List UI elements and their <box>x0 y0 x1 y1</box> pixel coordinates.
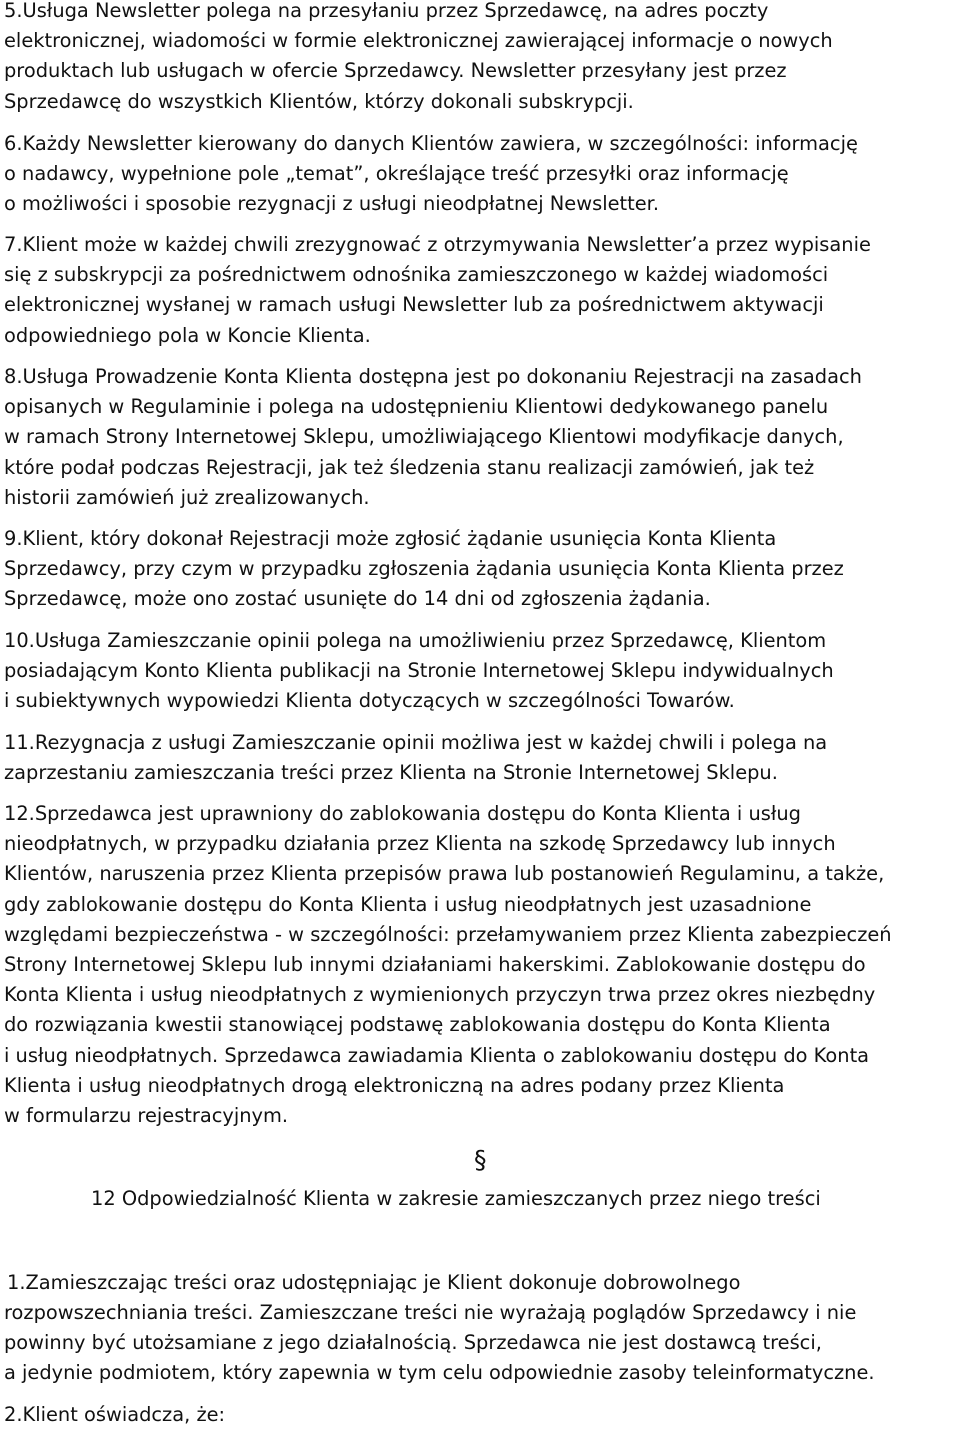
paragraph-line: powinny być utożsamiane z jego działalnością. Sprzedawca nie jest dostawcą treści, <box>4 1331 822 1355</box>
paragraph-line: Klienta i usług nieodpłatnych drogą elektroniczną na adres podany przez Klienta <box>4 1073 785 1097</box>
paragraph-number: 7. <box>4 233 23 256</box>
paragraph-line: rozpowszechniania treści. Zamieszczane treści nie wyrażają poglądów Sprzedawcy i nie <box>4 1301 857 1324</box>
paragraph-line: produktach lub usługach w ofercie Sprzedawcy. Newsletter przesyłany jest przez <box>4 59 787 83</box>
paragraph-line: i subiektywnych wypowiedzi Klienta dotyczących w szczególności Towarów. <box>4 689 735 713</box>
paragraph-number: 11. <box>4 731 35 754</box>
paragraph-line: Sprzedawca jest uprawniony do zablokowania dostępu do Konta Klienta i usług <box>34 802 801 825</box>
section-heading: 12 Odpowiedzialność Klienta w zakresie zamieszczanych przez niego treści <box>91 1187 821 1210</box>
paragraph-7 <box>4 230 871 351</box>
paragraph-number: 2. <box>4 1403 23 1426</box>
paragraph-line: Usługa Zamieszczanie opinii polega na umożliwieniu przez Sprzedawcę, Klientom <box>34 629 827 652</box>
paragraph-5 <box>4 0 833 117</box>
paragraph-line: o nadawcy, wypełnione pole „temat”, określające treść przesyłki oraz informację <box>4 162 789 186</box>
paragraph-line: Klientów, naruszenia przez Klienta przepisów prawa lub postanowień Regulaminu, a także, <box>4 862 885 886</box>
paragraph-line: się z subskrypcji za pośrednictwem odnośnika zamieszczonego w każdej wiadomości <box>4 263 829 287</box>
paragraph-line: Klient może w każdej chwili zrezygnować z otrzymywania Newsletter’a przez wypisanie <box>22 233 871 256</box>
paragraph-12 <box>4 799 892 1131</box>
section-paragraph-2 <box>4 1400 225 1430</box>
paragraph-line: o możliwości i sposobie rezygnacji z usługi nieodpłatnej Newsletter. <box>4 192 660 216</box>
paragraph-line: a jedynie podmiotem, który zapewnia w tym celu odpowiednie zasoby teleinformatyczne. <box>4 1361 875 1385</box>
paragraph-line: Sprzedawcy, przy czym w przypadku zgłoszenia żądania usunięcia Konta Klienta przez <box>4 557 844 581</box>
paragraph-number: 1. <box>7 1271 26 1294</box>
paragraph-11 <box>4 728 827 788</box>
paragraph-line: Każdy Newsletter kierowany do danych Klientów zawiera, w szczególności: informację <box>22 132 858 155</box>
paragraph-line: gdy zablokowanie dostępu do Konta Klienta i usług nieodpłatnych jest uzasadnione <box>4 892 812 916</box>
paragraph-line: Sprzedawcę do wszystkich Klientów, którzy dokonali subskrypcji. <box>4 89 634 113</box>
paragraph-6 <box>4 129 858 220</box>
paragraph-line: które podał podczas Rejestracji, jak też śledzenia stanu realizacji zamówień, jak też <box>4 455 815 479</box>
paragraph-8 <box>4 362 862 513</box>
paragraph-number: 5. <box>4 0 23 22</box>
paragraph-10 <box>4 626 834 717</box>
paragraph-number: 8. <box>4 365 23 388</box>
paragraph-line: w formularzu rejestracyjnym. <box>4 1104 289 1128</box>
section-paragraph-1-continuation <box>4 1298 875 1389</box>
paragraph-number: 10. <box>4 629 35 652</box>
paragraph-line: odpowiedniego pola w Koncie Klienta. <box>4 323 371 347</box>
paragraph-line: Konta Klienta i usług nieodpłatnych z wymienionych przyczyn trwa przez okres niezbędny <box>4 983 876 1007</box>
section-mark: § <box>474 1145 487 1174</box>
paragraph-line: historii zamówień już zrealizowanych. <box>4 485 370 509</box>
paragraph-9 <box>4 524 844 615</box>
section-paragraph-1 <box>7 1268 740 1298</box>
paragraph-line: posiadającym Konto Klienta publikacji na Stronie Internetowej Sklepu indywidualnych <box>4 659 834 683</box>
paragraph-line: Strony Internetowej Sklepu lub innymi działaniami hakerskimi. Zablokowanie dostępu do <box>4 953 866 977</box>
paragraph-line: opisanych w Regulaminie i polega na udostępnieniu Klientowi dedykowanego panelu <box>4 395 829 419</box>
paragraph-line: elektronicznej wysłanej w ramach usługi Newsletter lub za pośrednictwem aktywacji <box>4 293 824 317</box>
paragraph-line: w ramach Strony Internetowej Sklepu, umożliwiającego Klientowi modyfikacje danych, <box>4 425 844 449</box>
paragraph-line: do rozwiązania kwestii stanowiącej podstawę zablokowania dostępu do Konta Klienta <box>4 1013 831 1037</box>
paragraph-number: 6. <box>4 132 23 155</box>
paragraph-line: względami bezpieczeństwa - w szczególności: przełamywaniem przez Klienta zabezpieczeń <box>4 922 892 946</box>
paragraph-line: Klient oświadcza, że: <box>22 1403 226 1426</box>
paragraph-line: Rezygnacja z usługi Zamieszczanie opinii możliwa jest w każdej chwili i polega na <box>34 731 828 754</box>
paragraph-line: Usługa Prowadzenie Konta Klienta dostępna jest po dokonaniu Rejestracji na zasadach <box>22 365 862 388</box>
paragraph-number: 12. <box>4 802 35 825</box>
paragraph-line: Klient, który dokonał Rejestracji może zgłosić żądanie usunięcia Konta Klienta <box>22 527 777 550</box>
paragraph-number: 9. <box>4 527 23 550</box>
paragraph-line: nieodpłatnych, w przypadku działania przez Klienta na szkodę Sprzedawcy lub innych <box>4 832 836 856</box>
paragraph-line: Sprzedawcę, może ono zostać usunięte do 14 dni od zgłoszenia żądania. <box>4 587 711 611</box>
paragraph-line: zaprzestaniu zamieszczania treści przez Klienta na Stronie Internetowej Sklepu. <box>4 761 778 785</box>
paragraph-line: Usługa Newsletter polega na przesyłaniu przez Sprzedawcę, na adres poczty <box>22 0 769 22</box>
paragraph-line: i usług nieodpłatnych. Sprzedawca zawiadamia Klienta o zablokowaniu dostępu do Konta <box>4 1043 870 1067</box>
paragraph-line: Zamieszczając treści oraz udostępniając je Klient dokonuje dobrowolnego <box>25 1271 741 1294</box>
paragraph-line: elektronicznej, wiadomości w formie elektronicznej zawierającej informacje o nowych <box>4 29 833 53</box>
